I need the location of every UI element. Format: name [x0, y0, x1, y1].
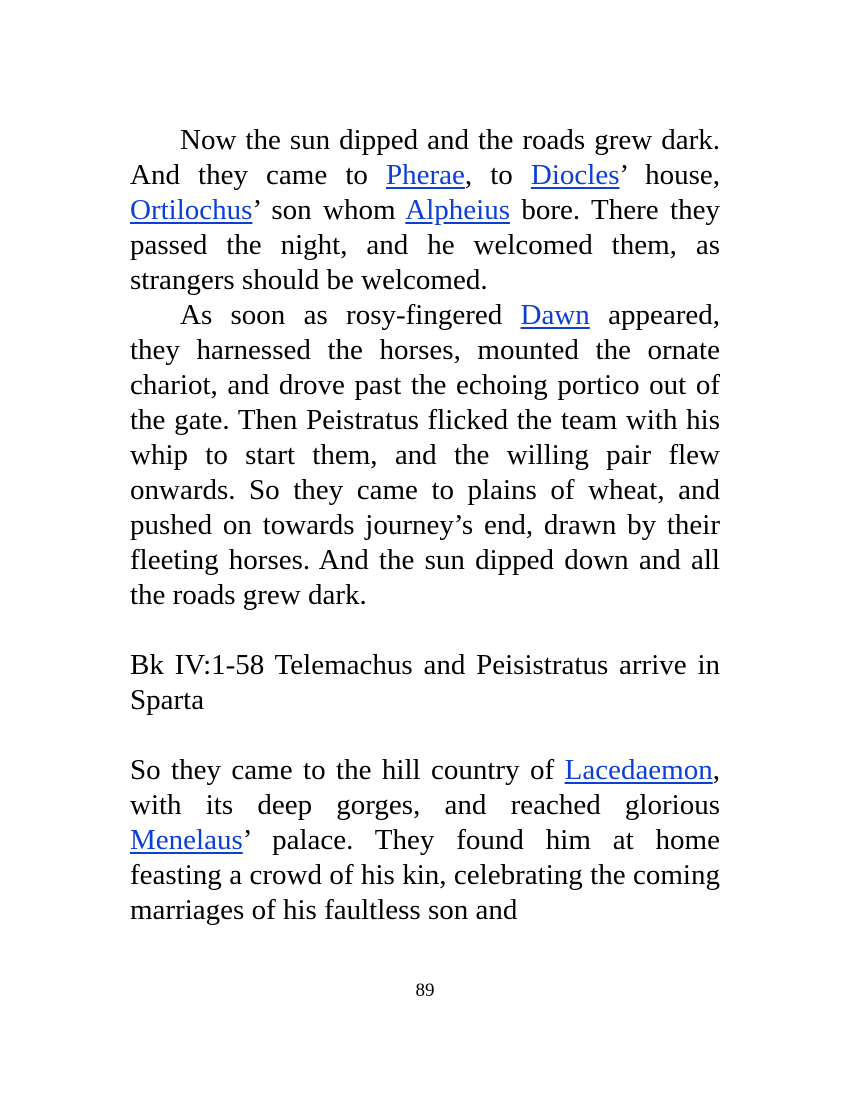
paragraph-text: , with its deep gorges, and reached glorious: [130, 754, 720, 821]
link-diocles[interactable]: Diocles: [530, 159, 620, 191]
paragraph-text: , to: [464, 159, 531, 191]
link-alpheius[interactable]: Alpheius: [405, 194, 511, 226]
paragraph-text: ’ palace. They found him at home feasting a crowd of his kin, celebrating the coming marriages of his faultless son and: [130, 824, 720, 926]
page-number: 89: [415, 980, 435, 1001]
section-heading: Bk IV:1-58 Telemachus and Peisistratus arrive in Sparta: [130, 649, 720, 716]
body-text-lower: [130, 753, 720, 928]
paragraph-text: ’ son whom: [252, 194, 406, 226]
paragraph-text: Now the sun dipped and the roads grew dark. And they came to: [130, 124, 720, 191]
paragraph-text: So they came to the hill country of: [130, 754, 565, 786]
paragraph-sparta: [130, 753, 720, 928]
section-heading-block: [130, 648, 720, 718]
paragraph-text: ’ house,: [619, 159, 720, 191]
paragraph-dawn: [130, 298, 720, 613]
link-dawn[interactable]: Dawn: [520, 299, 590, 331]
link-ortilochus[interactable]: Ortilochus: [130, 194, 253, 226]
paragraph-text: appeared, they harnessed the horses, mounted the ornate chariot, and drove past the echoing portico out of the gate. Then Peistratus flicked the team with his whip to start them, and the willing pair flew onwards. So they came to plains of wheat, and pushed on towards journey’s end, drawn by their fleeting horses. And the sun dipped down and all the roads grew dark.: [130, 299, 720, 611]
paragraph-text: bore. There they passed the night, and he welcomed them, as strangers should be welcomed.: [130, 194, 720, 296]
link-menelaus[interactable]: Menelaus: [130, 824, 243, 856]
link-pherae[interactable]: Pherae: [385, 159, 465, 191]
body-text-upper: [130, 123, 720, 613]
paragraph-text: As soon as rosy-fingered: [180, 299, 521, 331]
paragraph-pherae: [130, 123, 720, 298]
link-lacedaemon[interactable]: Lacedaemon: [564, 754, 713, 786]
